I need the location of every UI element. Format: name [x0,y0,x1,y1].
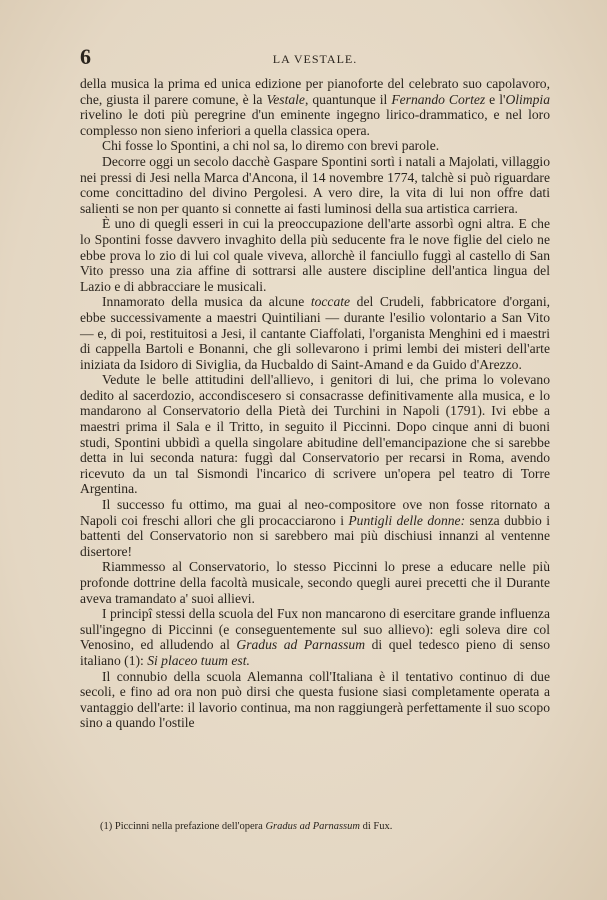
footnote-italic: Gradus ad Parnassum [265,821,360,832]
paragraph [80,154,550,216]
text-run: I principî stessi della scuola del Fux non mancarono di esercitare grande influenza sull'ingegno di Piccinni (e conseguentemente sul suo allievo): egli soleva dire col Venosino, ed alludendo al [80,606,550,653]
text-run: rivelino le doti più peregrine d'un eminente ingegno lirico-drammatico, e nel loro complesso non sieno inferiori a quella classica opera. [80,107,550,138]
italic-text: Gradus ad Parnassum [236,637,366,653]
text-run: senza dubbio i battenti del Conservatorio non si sarebbero mai più dischiusi innanzi al ventenne disertore! [80,512,550,559]
paragraph [80,372,550,497]
footnote [100,820,550,833]
text-run: , quantunque il [304,91,392,107]
text-run: Chi fosse lo Spontini, a chi nol sa, lo diremo con brevi parole. [102,138,440,154]
footnote-text: di Fux. [359,821,393,832]
italic-text: toccate [310,294,351,310]
page-header [80,44,550,68]
italic-text: Si placeo tuum est. [147,652,250,668]
italic-text: Vestale [266,91,305,107]
paragraph [80,138,550,154]
paragraph [80,559,550,606]
paragraph [80,669,550,731]
paragraph [80,294,550,372]
italic-text: Puntigli delle donne: [348,512,466,528]
text-run: della musica la prima ed unica edizione per pianoforte del celebrato suo capolavoro, che, giusta il parere comune, è la [80,76,550,107]
text-run: È uno di quegli esseri in cui la preoccupazione dell'arte assorbì ogni altra. E che lo Spontini fosse davvero invaghito della più seducente fra le nove figlie del cielo ne ebbe prova lo zio di lui col quale viveva, allorchè il fanciullo fuggì al castello di San Vito presso una zia affine di sottrarsi alle austere discipline dell'antica lingua del Lazio e di abbracciare le musicali. [80,216,550,294]
paragraph [80,76,550,138]
page-number: 6 [80,44,91,69]
text-run: Vedute le belle attitudini dell'allievo, i genitori di lui, che prima lo volevano dedito al sacerdozio, accondiscesero si consacrasse definitivamente alla musica, e lo mandarono al Conservatorio della Pietà dei Turchini in Napoli (1791). Ivi ebbe a maestri prima il Sala e il Tritto, in seguito il Piccinni. Dopo cinque anni di buoni studi, Spontini ubbidì a quella singolare abitudine dell'emancipazione che si sarebbe detta in lui seconda natura: fuggì dal Conservatorio per recarsi in Roma, avendo ricevuto da un tal Sismondi l'incarico di scrivere un'opera pel teatro di Torre Argentina. [80,372,550,497]
running-title: LA VESTALE. [272,52,358,66]
paragraph [80,216,550,294]
text-run: del Crudeli, fabbricatore d'organi, ebbe successivamente a maestri Quintiliani — durante l'esilio volontario a San Vito — e, di poi, restituitosi a Jesi, il cantante Ciaffolati, l'organista Menghini ed i maestri di cappella Bartoli e Bonanni, che gli sollevarono i primi lembi dei misteri dell'arte iniziata da Isidoro di Siviglia, da Hucbaldo di Saint-Amand e da Guido d'Arezzo. [80,294,550,372]
text-run: Innamorato della musica da alcune [102,294,311,310]
text-run: Riammesso al Conservatorio, lo stesso Piccinni lo prese a educare nelle più profonde dottrine della facoltà musicale, secondo quegli aurei precetti che il Durante aveva tramandato a' suoi allievi. [80,559,550,606]
text-run: Decorre oggi un secolo dacchè Gaspare Spontini sortì i natali a Majolati, villaggio nei pressi di Jesi nella Marca d'Ancona, il 14 novembre 1774, talchè si può riguardare come concittadino del divino Pergolesi. A vero dire, la vita di lui non offre dati salienti se non per quanto si connette ai fasti luminosi della sua artistica carriera. [80,153,550,216]
italic-text: Olimpia [505,91,550,107]
text-run: Il connubio della scuola Alemanna coll'Italiana è il tentativo continuo di due secoli, e fino ad ora non può dirsi che questa fusione siasi completamente operata a vantaggio dell'arte: il lavorio continua, ma non raggiungerà perfettamente il suo scopo sino a quando l'ostile [80,668,550,731]
text-run: e l' [485,91,506,107]
paragraph [80,497,550,559]
text-run: di quel tedesco pieno di senso italiano (1): [80,637,550,668]
paragraph [80,606,550,668]
body-text [80,76,550,731]
footnote-text: (1) Piccinni nella prefazione dell'opera [100,821,266,832]
text-run: Il successo fu ottimo, ma guai al neo-compositore ove non fosse ritornato a Napoli coi freschi allori che gli procacciarono i [80,497,550,528]
italic-text: Fernando Cortez [391,91,486,107]
